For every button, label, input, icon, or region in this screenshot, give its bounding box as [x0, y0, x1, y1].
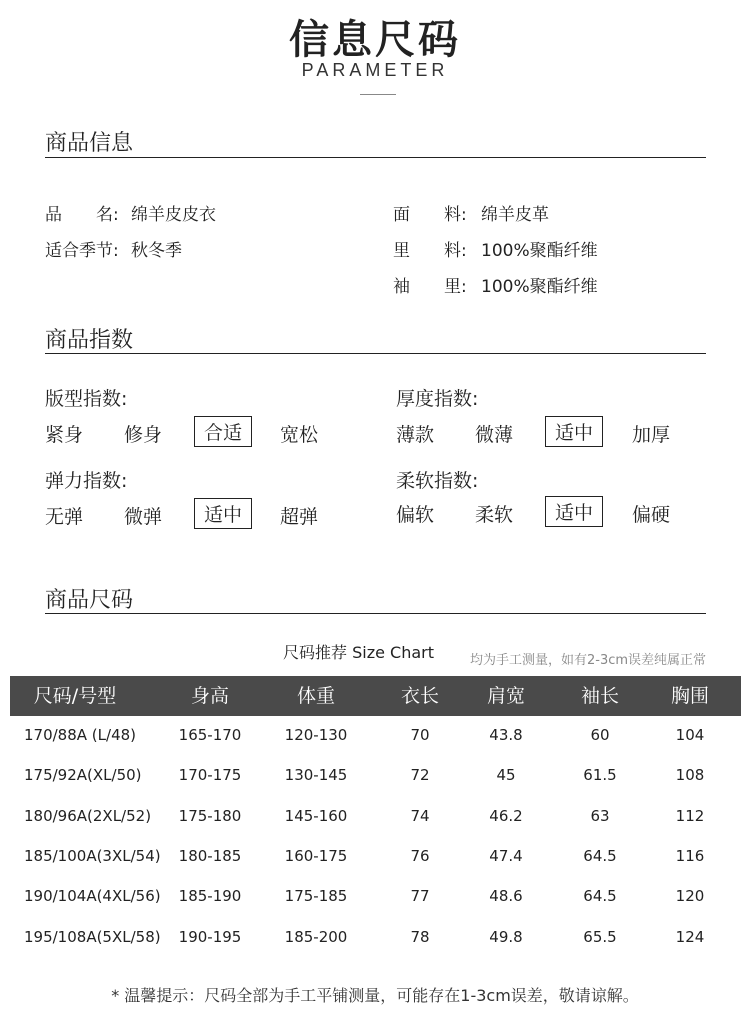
size-table-cell: 175-180	[178, 807, 242, 825]
section-title-info: 商品信息	[45, 131, 134, 156]
index-softness-selected: 适中	[545, 496, 603, 527]
info-season-value: 秋冬季	[131, 241, 182, 261]
size-table-header-cell: 身高	[190, 685, 229, 707]
size-table-cell: 72	[410, 766, 430, 784]
index-fit-option: 紧身	[45, 424, 84, 446]
info-sleeve-label: 袖 里:	[393, 277, 467, 297]
size-table-cell: 112	[675, 807, 705, 825]
section-divider-info	[45, 157, 706, 158]
index-thickness-label: 厚度指数:	[396, 388, 479, 410]
size-table-row-size: 175/92A(XL/50)	[24, 766, 142, 784]
size-table-cell: 64.5	[583, 847, 617, 865]
title-divider	[360, 94, 396, 95]
size-table-cell: 47.4	[489, 847, 523, 865]
index-elasticity-label: 弹力指数:	[45, 470, 128, 492]
size-table-cell: 120	[675, 887, 705, 905]
size-table-cell: 165-170	[178, 726, 242, 744]
size-table-header-cell: 胸围	[670, 685, 709, 707]
size-table-cell: 45	[496, 766, 516, 784]
info-sleeve-value: 100%聚酯纤维	[481, 277, 598, 297]
size-table-cell: 46.2	[489, 807, 523, 825]
size-table-header-cell: 衣长	[400, 685, 439, 707]
size-table-cell: 48.6	[489, 887, 523, 905]
index-thickness-selected: 适中	[545, 416, 603, 447]
size-table-cell: 185-190	[178, 887, 242, 905]
index-elasticity-selected: 适中	[194, 498, 252, 529]
index-elasticity-option: 超弹	[280, 506, 319, 528]
size-table-cell: 63	[590, 807, 610, 825]
size-table-cell: 60	[590, 726, 610, 744]
size-table-cell: 185-200	[284, 928, 348, 946]
info-lining-label: 里 料:	[393, 241, 467, 261]
size-table-row-size: 195/108A(5XL/58)	[24, 928, 161, 946]
size-table-cell: 78	[410, 928, 430, 946]
size-chart-note: 均为手工测量，如有2-3cm误差纯属正常	[470, 653, 707, 668]
info-name-label: 品 名:	[45, 205, 119, 225]
size-table-header-cell: 袖长	[580, 685, 619, 707]
index-thickness-option: 微薄	[475, 424, 514, 446]
size-table-cell: 77	[410, 887, 430, 905]
section-title-size: 商品尺码	[45, 588, 134, 613]
size-table-cell: 64.5	[583, 887, 617, 905]
info-fabric-label: 面 料:	[393, 205, 467, 225]
info-lining-value: 100%聚酯纤维	[481, 241, 598, 261]
info-fabric-value: 绵羊皮革	[481, 205, 549, 225]
size-table-header-cell: 体重	[296, 685, 335, 707]
size-table-cell: 190-195	[178, 928, 242, 946]
size-chart-caption: 尺码推荐 Size Chart	[283, 643, 434, 662]
page-subtitle: PARAMETER	[301, 60, 449, 80]
size-table-row-size: 190/104A(4XL/56)	[24, 887, 161, 905]
size-table-cell: 76	[410, 847, 430, 865]
size-table-cell: 130-145	[284, 766, 348, 784]
info-season-label: 适合季节:	[45, 241, 119, 261]
size-table-header-cell: 尺码/号型	[33, 685, 117, 707]
index-thickness-option: 加厚	[632, 424, 671, 446]
size-table-cell: 43.8	[489, 726, 523, 744]
index-fit-option: 修身	[124, 424, 163, 446]
size-table-cell: 104	[675, 726, 705, 744]
index-elasticity-option: 无弹	[45, 506, 84, 528]
section-title-index: 商品指数	[45, 328, 134, 353]
size-table-cell: 124	[675, 928, 705, 946]
index-softness-option: 柔软	[475, 504, 514, 526]
index-elasticity-option: 微弹	[124, 506, 163, 528]
size-table-cell: 49.8	[489, 928, 523, 946]
index-fit-label: 版型指数:	[45, 388, 128, 410]
size-table-cell: 61.5	[583, 766, 617, 784]
index-fit-selected: 合适	[194, 416, 252, 447]
section-divider-size	[45, 613, 706, 614]
index-softness-label: 柔软指数:	[396, 470, 479, 492]
size-table-cell: 170-175	[178, 766, 242, 784]
index-fit-option: 宽松	[280, 424, 319, 446]
size-table-cell: 160-175	[284, 847, 348, 865]
size-table-cell: 65.5	[583, 928, 617, 946]
size-table-row-size: 180/96A(2XL/52)	[24, 807, 152, 825]
size-table-row-size: 185/100A(3XL/54)	[24, 847, 161, 865]
footnote: * 温馨提示：尺码全部为手工平铺测量，可能存在1-3cm误差，敬请谅解。	[111, 986, 639, 1005]
index-thickness-option: 薄款	[396, 424, 435, 446]
size-table-cell: 145-160	[284, 807, 348, 825]
size-table-cell: 120-130	[284, 726, 348, 744]
size-table-cell: 108	[675, 766, 705, 784]
index-softness-option: 偏硬	[632, 504, 671, 526]
size-table-row-size: 170/88A (L/48)	[24, 726, 137, 744]
size-table-header-cell: 肩宽	[486, 685, 525, 707]
section-divider-index	[45, 353, 706, 354]
info-name-value: 绵羊皮皮衣	[131, 205, 216, 225]
size-table-cell: 180-185	[178, 847, 242, 865]
size-table-cell: 116	[675, 847, 705, 865]
page-title: 信息尺码	[289, 17, 461, 63]
size-table-cell: 70	[410, 726, 430, 744]
index-softness-option: 偏软	[396, 504, 435, 526]
size-table-cell: 74	[410, 807, 430, 825]
size-table-cell: 175-185	[284, 887, 348, 905]
